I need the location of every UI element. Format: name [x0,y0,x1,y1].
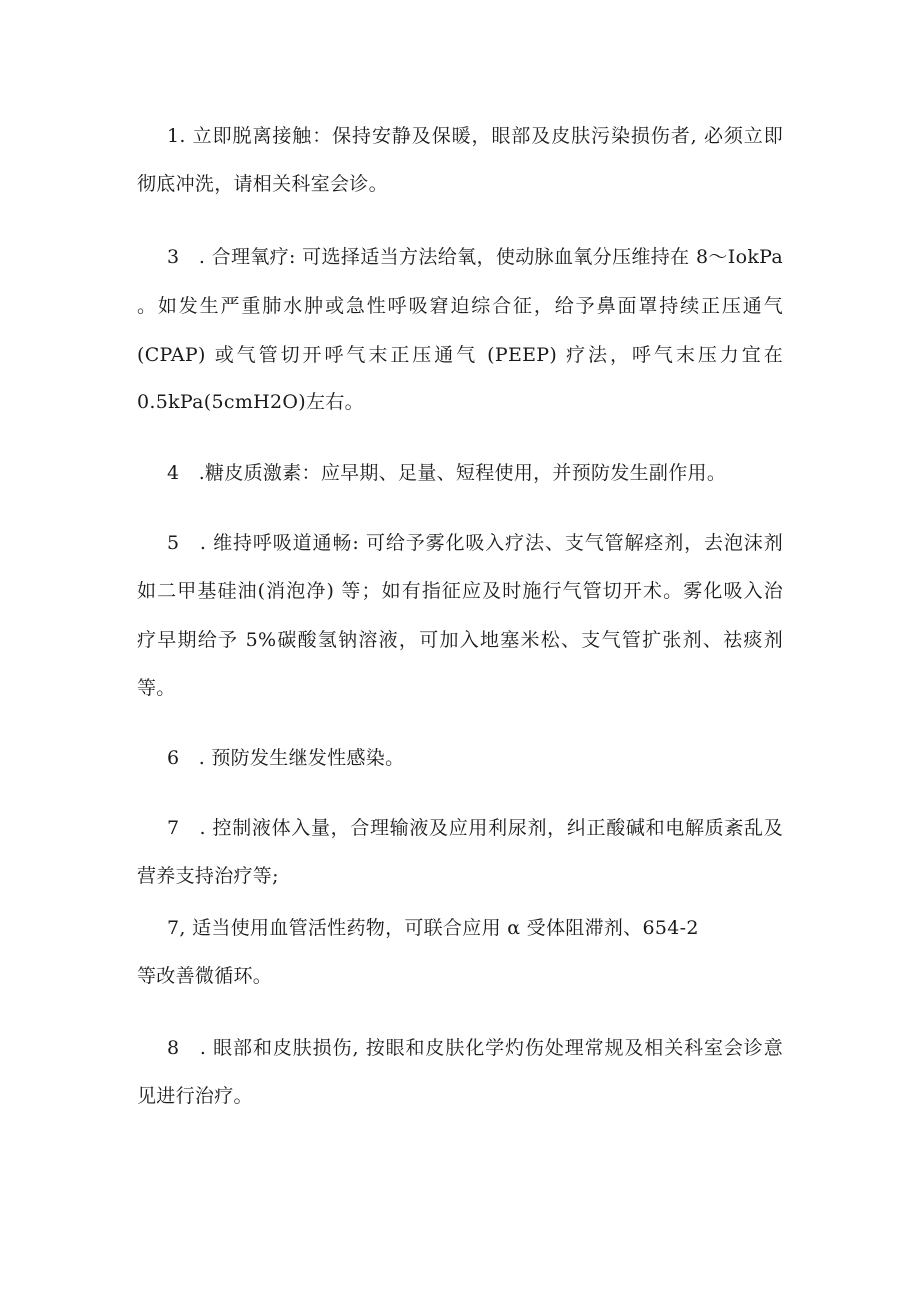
item-3-line-3: (CPAP) 或气管切开呼气末正压通气 (PEEP) 疗法，呼气末压力宜在 [137,344,783,366]
item-1-line-2: 彻底冲洗，请相关科室会诊。 [137,173,388,195]
item-1-line-1: 1. 立即脱离接触：保持安静及保暖，眼部及皮肤污染损伤者, 必须立即 [167,125,783,147]
item-6-line-1: 6 . 预防发生继发性感染。 [167,747,405,769]
item-5-line-4: 等。 [137,677,176,699]
item-3-line-4: 0.5kPa(5cmH2O)左右。 [137,391,364,413]
item-3-line-2: 。如发生严重肺水肿或急性呼吸窘迫综合征，给予鼻面罩持续正压通气 [137,295,783,317]
item-7b-line-2: 等改善微循环。 [137,965,273,987]
item-7-line-2: 营养支持治疗等; [137,865,279,887]
item-7-line-1: 7 . 控制液体入量，合理输液及应用利尿剂，纠正酸碱和电解质紊乱及 [167,817,783,839]
item-8-line-1: 8 . 眼部和皮肤损伤, 按眼和皮肤化学灼伤处理常规及相关科室会诊意 [167,1037,783,1059]
item-3-line-1: 3 . 合理氧疗: 可选择适当方法给氧，使动脉血氧分压维持在 8～IokPa [167,246,783,268]
item-5-line-2: 如二甲基硅油(消泡净) 等；如有指征应及时施行气管切开术。雾化吸入治 [137,580,783,602]
item-5-line-3: 疗早期给予 5%碳酸氢钠溶液，可加入地塞米松、支气管扩张剂、祛痰剂 [137,629,783,651]
item-8-line-2: 见进行治疗。 [137,1085,253,1107]
item-5-line-1: 5 . 维持呼吸道通畅: 可给予雾化吸入疗法、支气管解痉剂，去泡沫剂 [167,532,783,554]
item-4-line-1: 4 .糖皮质激素：应早期、足量、短程使用，并预防发生副作用。 [167,462,727,484]
item-7b-line-1: 7, 适当使用血管活性药物，可联合应用 α 受体阻滞剂、654-2 [167,917,699,939]
